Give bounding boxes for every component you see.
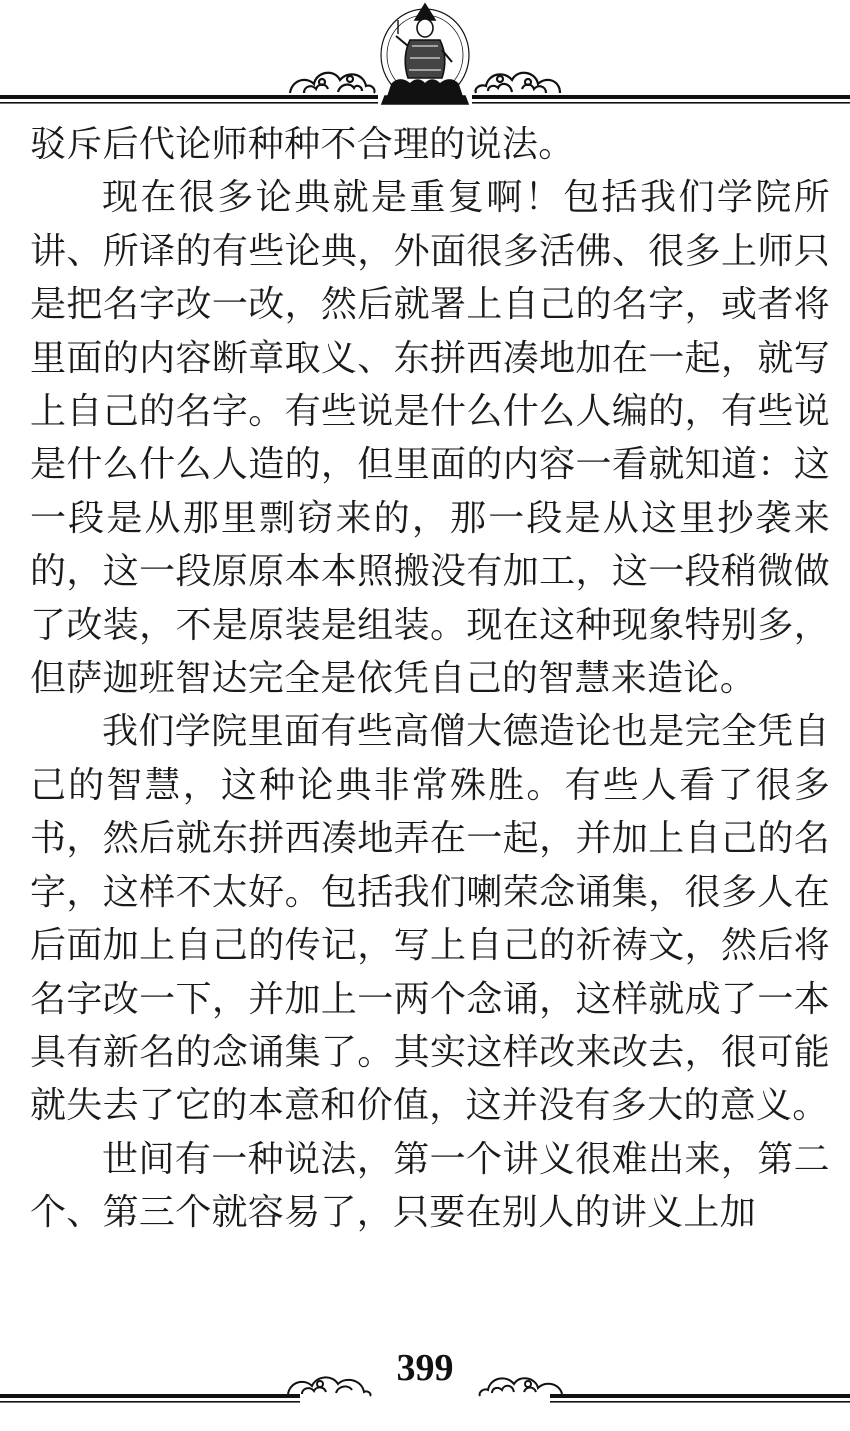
- paragraph-2: 现在很多论典就是重复啊！包括我们学院所讲、所译的有些论典，外面很多活佛、很多上师只是把名字改一改，然后就署上自己的名字，或者将里面的内容断章取义、东拼西凑地加在一起，就写上自己的名字。有些说是什么什么人编的，有些说是什么什么人造的，但里面的内容一看就知道：这一段是从那里剽窃来的，那一段是从这里抄袭来的，这一段原原本本照搬没有加工，这一段稍微做了改装，不是原装是组装。现在这种现象特别多，但萨迦班智达完全是依凭自己的智慧来造论。: [30, 177, 830, 700]
- page-footer: [0, 1336, 850, 1426]
- header-rule-left-thin: [0, 102, 378, 104]
- footer-cloud-left-icon: [288, 1377, 371, 1396]
- footer-cloud-right-icon: [480, 1378, 562, 1396]
- paragraph-1: 驳斥后代论师种种不合理的说法。: [30, 124, 575, 165]
- paragraph-3: 我们学院里面有些高僧大德造论也是完全凭自己的智慧，这种论典非常殊胜。有些人看了很多书，然后就东拼西凑地弄在一起，并加上自己的名字，这样不太好。包括我们喇荣念诵集，很多人在后面加上自己的传记，写上自己的祈祷文，然后将名字改一下，并加上一两个念诵，这样就成了一本具有新名的念诵集了。其实这样改来改去，很可能就失去了它的本意和价值，这并没有多大的意义。: [30, 711, 830, 1127]
- footer-rule-left-thin: [0, 1401, 300, 1403]
- page-header: [0, 0, 850, 112]
- cloud-right-icon: [476, 73, 560, 93]
- footer-rule-right-thick: [550, 1394, 850, 1398]
- header-ornament: [0, 0, 850, 112]
- footer-rule-left-thick: [0, 1394, 300, 1398]
- paragraph-4: 世间有一种说法，第一个讲义很难出来，第二个、第三个就容易了，只要在别人的讲义上加: [30, 1138, 830, 1234]
- page-number: 399: [396, 1347, 454, 1389]
- header-rule-right-thick: [472, 95, 850, 99]
- body-text: [30, 118, 830, 1338]
- header-rule-right-thin: [472, 102, 850, 104]
- padmasambhava-figure-icon: [381, 4, 469, 104]
- footer-rule-right-thin: [550, 1401, 850, 1403]
- cloud-left-icon: [290, 73, 375, 93]
- header-rule-left-thick: [0, 95, 378, 99]
